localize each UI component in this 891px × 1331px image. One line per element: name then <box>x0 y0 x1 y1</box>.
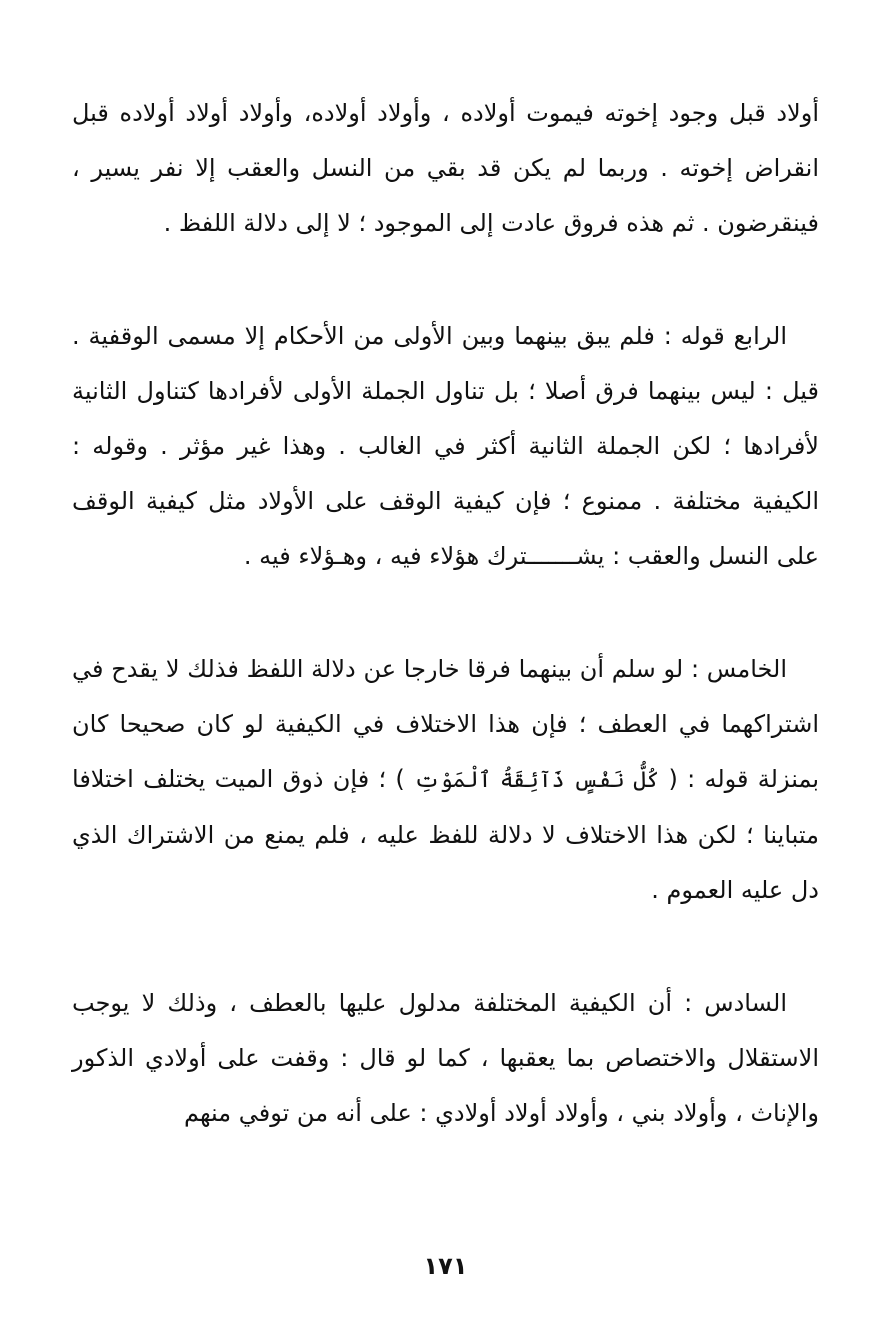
paragraph-3-text-after-quote: ) ؛ فإن ذوق الميت يختلف اختلافا متباينا ؛ لكن هذا الاختلاف لا دلالة للفظ عليه ، فلم يمنع من الاشتراك الذي دل عليه العموم . <box>72 765 819 904</box>
paragraph-4-sixth-point: السادس : أن الكيفية المختلفة مدلول عليها بالعطف ، وذلك لا يوجب الاستقلال والاختصاص بما يعقبها ، كما لو قال : وقفت على أولادي الذكور والإناث ، وأولاد بني ، وأولاد أولاد أولادي : على أنه من توفي منهم <box>72 989 819 1127</box>
quranic-quote: كُلُّ نَفْسٍ ذَآئِقَةُ ٱلْمَوْتِ <box>414 768 660 793</box>
paragraph-3-fifth-point <box>72 642 819 918</box>
page-number: ١٧١ <box>423 1252 468 1280</box>
paragraph-1: أولاد قبل وجود إخوته فيموت أولاده ، وأولاد أولاده، وأولاد أولاد أولاده قبل انقراض إخوته . وربما لم يكن قد بقي من النسل والعقب إلا نفر يسير ، فينقرضون . ثم هذه فروق عادت إلى الموجود ؛ لا إلى دلالة اللفظ . <box>72 99 819 237</box>
paragraph-2-fourth-point: الرابع قوله : فلم يبق بينهما وبين الأولى من الأحكام إلا مسمى الوقفية . قيل : ليس بينهما فرق أصلا ؛ بل تناول الجملة الأولى لأفرادها كتناول الثانية لأفرادها ؛ لكن الجملة الثانية أكثر في الغالب . وهذا غير مؤثر . وقوله : الكيفية مختلفة . ممنوع ؛ فإن كيفية الوقف على الأولاد مثل كيفية الوقف على النسل والعقب : يشـــــــترك هؤلاء فيه ، وهـؤلاء فيه . <box>72 322 819 570</box>
page-body <box>72 86 819 1141</box>
paragraph-3-text-before-quote: الخامس : لو سلم أن بينهما فرقا خارجا عن دلالة اللفظ فذلك لا يقدح في اشتراكهما في العطف ؛ فإن هذا الاختلاف في الكيفية لو كان صحيحا كان بمنزلة قوله : ( <box>72 655 820 793</box>
